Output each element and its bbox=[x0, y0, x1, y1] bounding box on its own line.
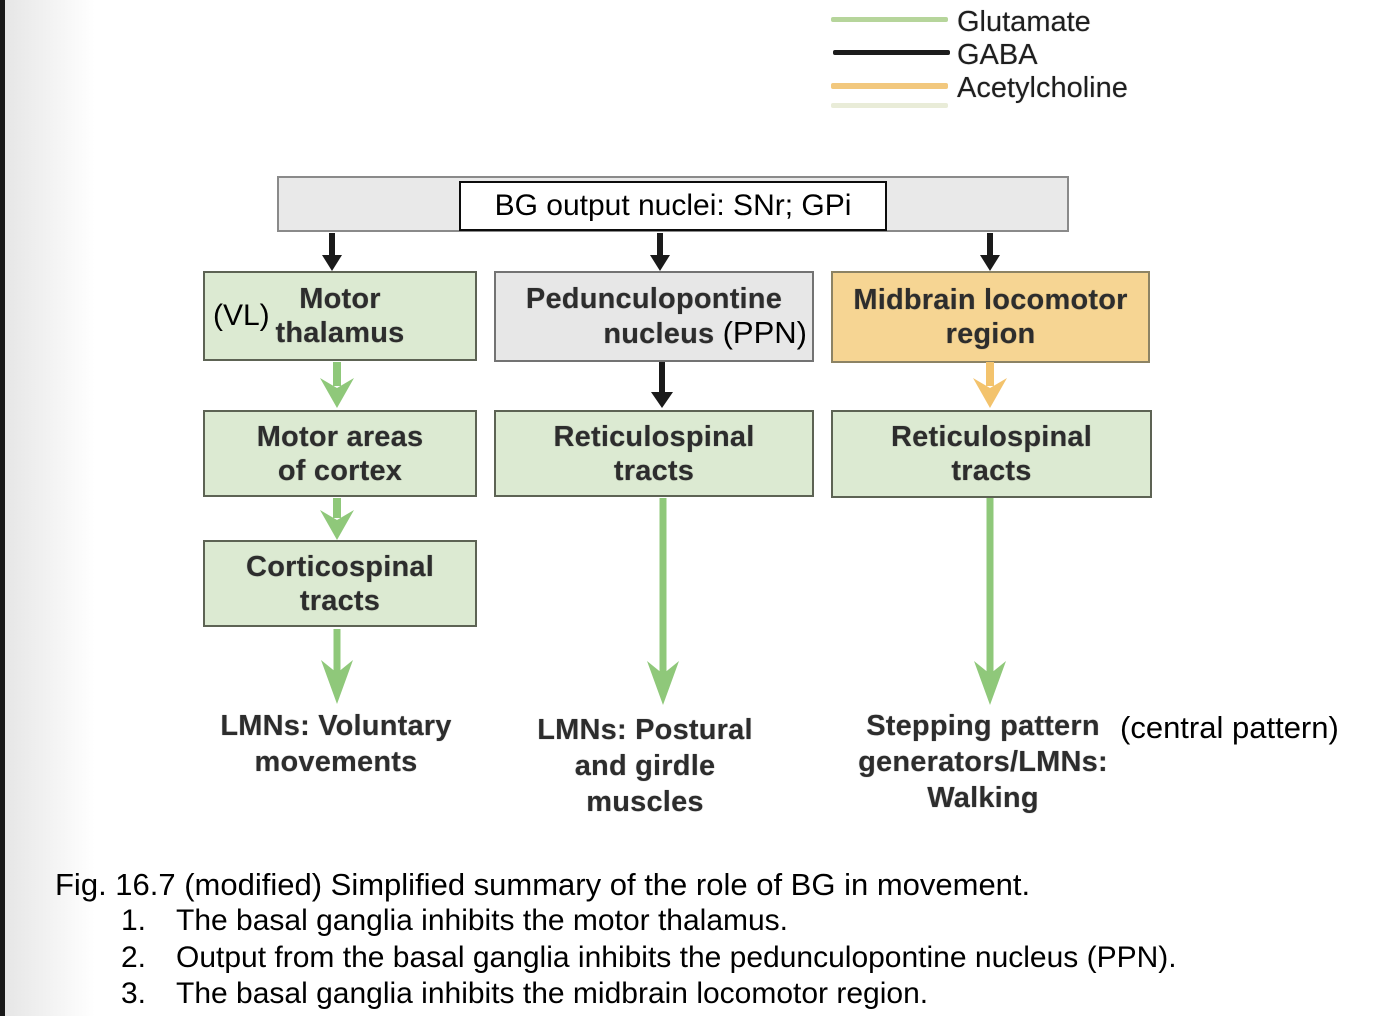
lmns-postural-line2: and girdle bbox=[574, 750, 716, 782]
figure-caption bbox=[55, 866, 1177, 1013]
gaba-arrow-ppn-to-reticulospinal bbox=[647, 362, 677, 408]
caption-item-2 bbox=[55, 940, 1177, 977]
caption-item-2-number: 2. bbox=[121, 940, 147, 974]
motor-thalamus-line1: Motor bbox=[299, 283, 381, 315]
gaba-line-icon bbox=[833, 50, 950, 55]
box-reticulospinal-tracts-right bbox=[831, 410, 1152, 498]
lmns-voluntary-line1: LMNs: Voluntary bbox=[220, 710, 452, 742]
bg-output-label: BG output nuclei: SNr; GPi bbox=[494, 189, 852, 222]
stepping-line3: Walking bbox=[927, 782, 1039, 814]
acetylcholine-line-icon bbox=[831, 83, 948, 89]
gaba-arrow-to-midbrain bbox=[975, 233, 1005, 271]
caption-item-3-text: The basal ganglia inhibits the midbrain locomotor region. bbox=[176, 977, 929, 1010]
legend-label-acetylcholine: Acetylcholine bbox=[957, 72, 1128, 104]
ppn-annotation: (PPN) bbox=[722, 315, 807, 350]
caption-item-1 bbox=[55, 903, 1177, 940]
caption-item-1-number: 1. bbox=[121, 904, 147, 937]
stepping-line1: Stepping pattern bbox=[866, 710, 1100, 742]
box-motor-thalamus bbox=[203, 271, 477, 361]
legend-label-gaba: GABA bbox=[957, 39, 1038, 71]
label-lmns-postural bbox=[505, 712, 785, 820]
midbrain-line1: Midbrain locomotor bbox=[853, 284, 1128, 316]
box-pedunculopontine-nucleus bbox=[494, 271, 814, 362]
caption-item-3 bbox=[55, 976, 1177, 1013]
glutamate-arrow-thalamus-to-cortex bbox=[319, 362, 355, 408]
box-motor-areas-of-cortex bbox=[203, 410, 477, 497]
ppn-line2-nucleus: nucleus bbox=[603, 318, 715, 350]
reticulospinal-right-line1: Reticulospinal bbox=[891, 421, 1092, 453]
box-reticulospinal-tracts-mid bbox=[494, 410, 814, 497]
motor-thalamus-line2: thalamus bbox=[275, 317, 405, 349]
vl-annotation: (VL) bbox=[213, 299, 270, 332]
lmns-voluntary-line2: movements bbox=[254, 746, 418, 778]
caption-title: Fig. 16.7 (modified) Simplified summary of the role of BG in movement. bbox=[55, 867, 1031, 902]
midbrain-line2: region bbox=[945, 318, 1036, 350]
glutamate-arrow-reticulospinal-to-stepping bbox=[973, 498, 1007, 705]
corticospinal-line2: tracts bbox=[299, 584, 381, 617]
faint-legend-line bbox=[831, 103, 948, 108]
glutamate-arrow-cortex-to-corticospinal bbox=[319, 498, 355, 540]
stepping-line2: generators/LMNs: bbox=[858, 746, 1108, 778]
box-midbrain-locomotor-region bbox=[831, 271, 1150, 363]
box-corticospinal-tracts bbox=[203, 540, 477, 627]
label-lmns-voluntary bbox=[196, 708, 476, 780]
gaba-arrow-to-ppn bbox=[645, 233, 675, 271]
corticospinal-line1: Corticospinal bbox=[246, 550, 434, 583]
ppn-line2 bbox=[496, 316, 812, 351]
motor-cortex-line1: Motor areas bbox=[256, 420, 424, 453]
lmns-postural-line3: muscles bbox=[586, 786, 704, 818]
motor-cortex-line2: of cortex bbox=[277, 454, 403, 487]
legend-label-glutamate: Glutamate bbox=[957, 6, 1091, 38]
lmns-postural-line1: LMNs: Postural bbox=[537, 714, 753, 746]
left-edge-gradient bbox=[5, 0, 95, 1016]
label-stepping-pattern bbox=[843, 708, 1123, 816]
bg-output-label-box bbox=[459, 181, 887, 231]
caption-item-2-text: Output from the basal ganglia inhibits the pedunculopontine nucleus (PPN). bbox=[176, 940, 1177, 974]
gaba-arrow-to-thalamus bbox=[317, 233, 347, 271]
glutamate-line-icon bbox=[831, 17, 948, 22]
reticulospinal-mid-line1: Reticulospinal bbox=[553, 420, 755, 453]
reticulospinal-right-line2: tracts bbox=[951, 455, 1032, 487]
central-pattern-annotation: (central pattern) bbox=[1120, 710, 1339, 745]
acetylcholine-arrow-midbrain-to-reticulospinal bbox=[972, 362, 1008, 408]
ppn-line1: Pedunculopontine bbox=[525, 283, 783, 315]
reticulospinal-mid-line2: tracts bbox=[613, 454, 695, 487]
glutamate-arrow-reticulospinal-to-lmns bbox=[646, 498, 680, 705]
glutamate-arrow-corticospinal-to-lmns bbox=[320, 629, 354, 704]
caption-item-3-number: 3. bbox=[121, 977, 147, 1010]
caption-item-1-text: The basal ganglia inhibits the motor thalamus. bbox=[176, 904, 789, 937]
